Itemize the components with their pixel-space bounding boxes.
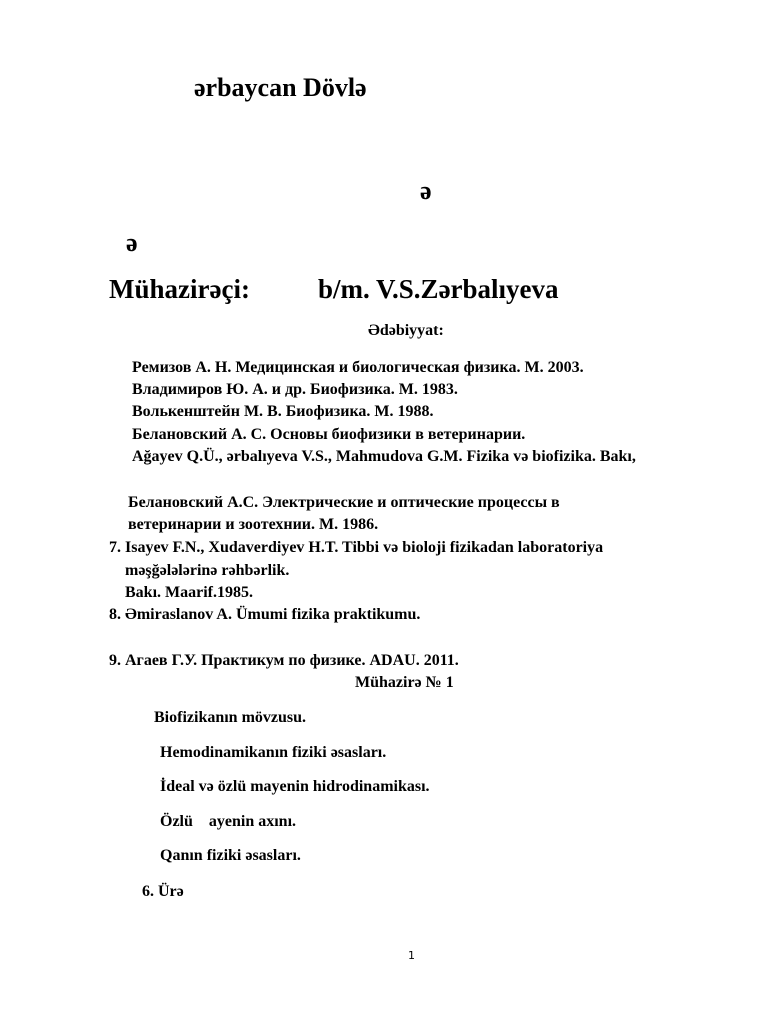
- university-title: ərbaycan Dövlə: [194, 73, 367, 102]
- literature-item: 8. Əmiraslanov A. Ümumi fizika praktikumu.: [109, 606, 421, 623]
- lecture-title: Mühazirə № 1: [355, 674, 454, 691]
- literature-item: Волькенштейн М. В. Биофизика. М. 1988.: [132, 403, 434, 420]
- literature-item: 7. Isayev F.N., Xudaverdiyev H.T. Tibbi və bioloji fizikadan laboratoriya: [109, 539, 604, 556]
- literature-title: Ədəbiyyat:: [368, 322, 444, 339]
- literature-item: Белановский А.С. Электрические и оптические процессы в: [128, 494, 560, 511]
- literature-item: Белановский А. С. Основы биофизики в ветеринарии.: [132, 426, 526, 443]
- lecture-topic: Qanın fiziki əsasları.: [160, 847, 301, 864]
- lecturer-name: b/m. V.S.Zərbalıyeva: [318, 274, 559, 304]
- lecture-topic: İdeal və özlü mayenin hidrodinamikası.: [160, 778, 430, 795]
- lecture-topic: Özlü ayenin axını.: [160, 813, 297, 830]
- lecturer-label: Mühazirəçi:: [109, 274, 250, 304]
- lecture-topic: Hemodinamikanın fiziki əsasları.: [160, 744, 387, 761]
- lecture-topic: Biofizikanın mövzusu.: [154, 709, 307, 726]
- lecture-topic: 6. Ürə: [142, 883, 184, 900]
- literature-item: Владимиров Ю. А. и др. Биофизика. М. 1983.: [132, 381, 458, 398]
- title-fragment-b: ə: [126, 228, 138, 257]
- literature-item: ветеринарии и зоотехнии. М. 1986.: [128, 516, 379, 533]
- literature-item: Ремизов А. Н. Медицинская и биологическая физика. М. 2003.: [132, 359, 584, 376]
- literature-item: 9. Агаев Г.У. Практикум по физике. ADAU. 2011.: [109, 652, 459, 669]
- page-number: 1: [408, 949, 415, 962]
- literature-item: məşğələlərinə rəhbərlik.: [125, 562, 290, 579]
- title-fragment-a: ə: [420, 176, 432, 205]
- literature-item: Ağayev Q.Ü., ərbalıyeva V.S., Mahmudova G.M. Fizika və biofizika. Bakı,: [132, 448, 636, 465]
- literature-item: Bakı. Maarif.1985.: [125, 584, 253, 601]
